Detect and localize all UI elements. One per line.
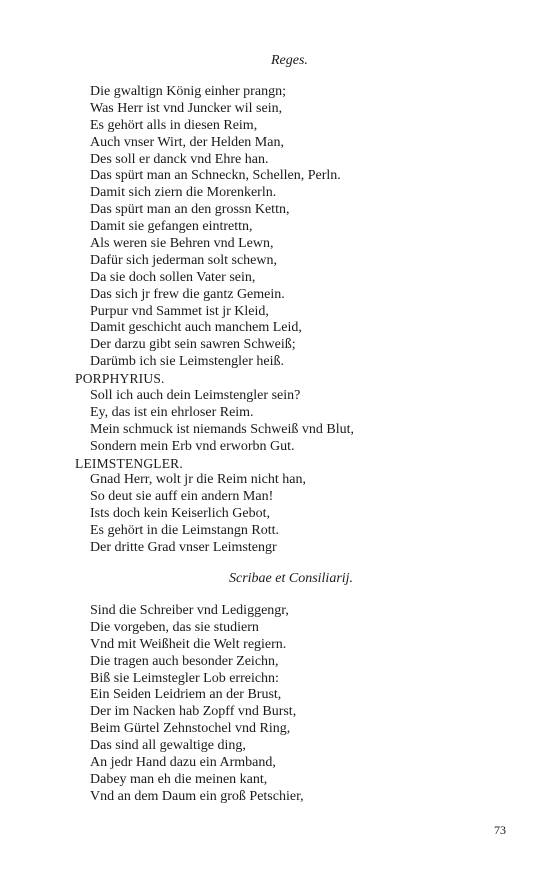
verse-line: An jedr Hand dazu ein Armband,: [90, 755, 276, 771]
verse-line: Es gehört alls in diesen Reim,: [90, 117, 258, 133]
speaker-name: LEIMSTENGLER.: [75, 455, 183, 471]
verse-line: Purpur vnd Sammet ist jr Kleid,: [90, 303, 269, 319]
verse-line: Ists doch kein Keiserlich Gebot,: [90, 506, 271, 522]
verse-line: Sondern mein Erb vnd erworbn Gut.: [90, 438, 295, 454]
verse-line: Vnd an dem Daum ein groß Petschier,: [90, 788, 304, 804]
verse-line: Damit geschicht auch manchem Leid,: [90, 320, 302, 336]
verse-line: Des soll er danck vnd Ehre han.: [90, 151, 269, 167]
verse-line: Damit sie gefangen eintrettn,: [90, 219, 253, 235]
section-heading-reges: Reges.: [271, 53, 308, 68]
verse-line: Der darzu gibt sein sawren Schweiß;: [90, 337, 296, 353]
verse-block-scribae: [75, 603, 304, 806]
verse-line: Sind die Schreiber vnd Lediggengr,: [90, 603, 289, 618]
verse-line: Da sie doch sollen Vater sein,: [90, 269, 256, 285]
verse-line: Biß sie Leimstegler Lob erreichn:: [90, 670, 279, 686]
verse-line: Die vorgeben, das sie studiern: [90, 619, 259, 635]
verse-line: Damit sich ziern die Morenkerln.: [90, 185, 277, 201]
verse-line: Das spürt man an den grossn Kettn,: [90, 202, 290, 218]
page-number: 73: [494, 823, 506, 837]
verse-line: Darümb ich sie Leimstengler heiß.: [90, 354, 284, 370]
verse-line: Dafür sich jederman solt schewn,: [90, 252, 277, 268]
verse-line: Als weren sie Behren vnd Lewn,: [90, 236, 274, 252]
section-heading-scribae: Scribae et Consiliarij.: [229, 571, 354, 586]
verse-block-reges: [75, 84, 354, 557]
verse-line: Dabey man eh die meinen kant,: [90, 771, 268, 787]
verse-line: Das sich jr frew die gantz Gemein.: [90, 286, 285, 302]
verse-line: Mein schmuck ist niemands Schweiß vnd Blut,: [90, 421, 355, 437]
verse-line: Der im Nacken hab Zopff vnd Burst,: [90, 704, 297, 720]
verse-line: Ein Seiden Leidriem an der Brust,: [90, 687, 282, 703]
verse-line: Der dritte Grad vnser Leimstengr: [90, 540, 277, 556]
speaker-name: PORPHYRIUS.: [75, 371, 165, 387]
verse-line: Es gehört in die Leimstangn Rott.: [90, 523, 279, 539]
verse-line: Gnad Herr, wolt jr die Reim nicht han,: [90, 472, 306, 488]
verse-line: Was Herr ist vnd Juncker wil sein,: [90, 100, 283, 116]
verse-line: Beim Gürtel Zehnstochel vnd Ring,: [90, 721, 291, 737]
verse-line: Die tragen auch besonder Zeichn,: [90, 653, 279, 669]
verse-line: Auch vnser Wirt, der Helden Man,: [90, 134, 284, 150]
verse-line: Das spürt man an Schneckn, Schellen, Perln.: [90, 168, 341, 184]
verse-line: Das sind all gewaltige ding,: [90, 738, 246, 754]
verse-line: So deut sie auff ein andern Man!: [90, 489, 274, 505]
verse-line: Ey, das ist ein ehrloser Reim.: [90, 404, 254, 420]
verse-line: Die gwaltign König einher prangn;: [90, 84, 286, 99]
verse-line: Soll ich auch dein Leimstengler sein?: [90, 388, 301, 404]
verse-line: Vnd mit Weißheit die Welt regiern.: [90, 636, 287, 652]
